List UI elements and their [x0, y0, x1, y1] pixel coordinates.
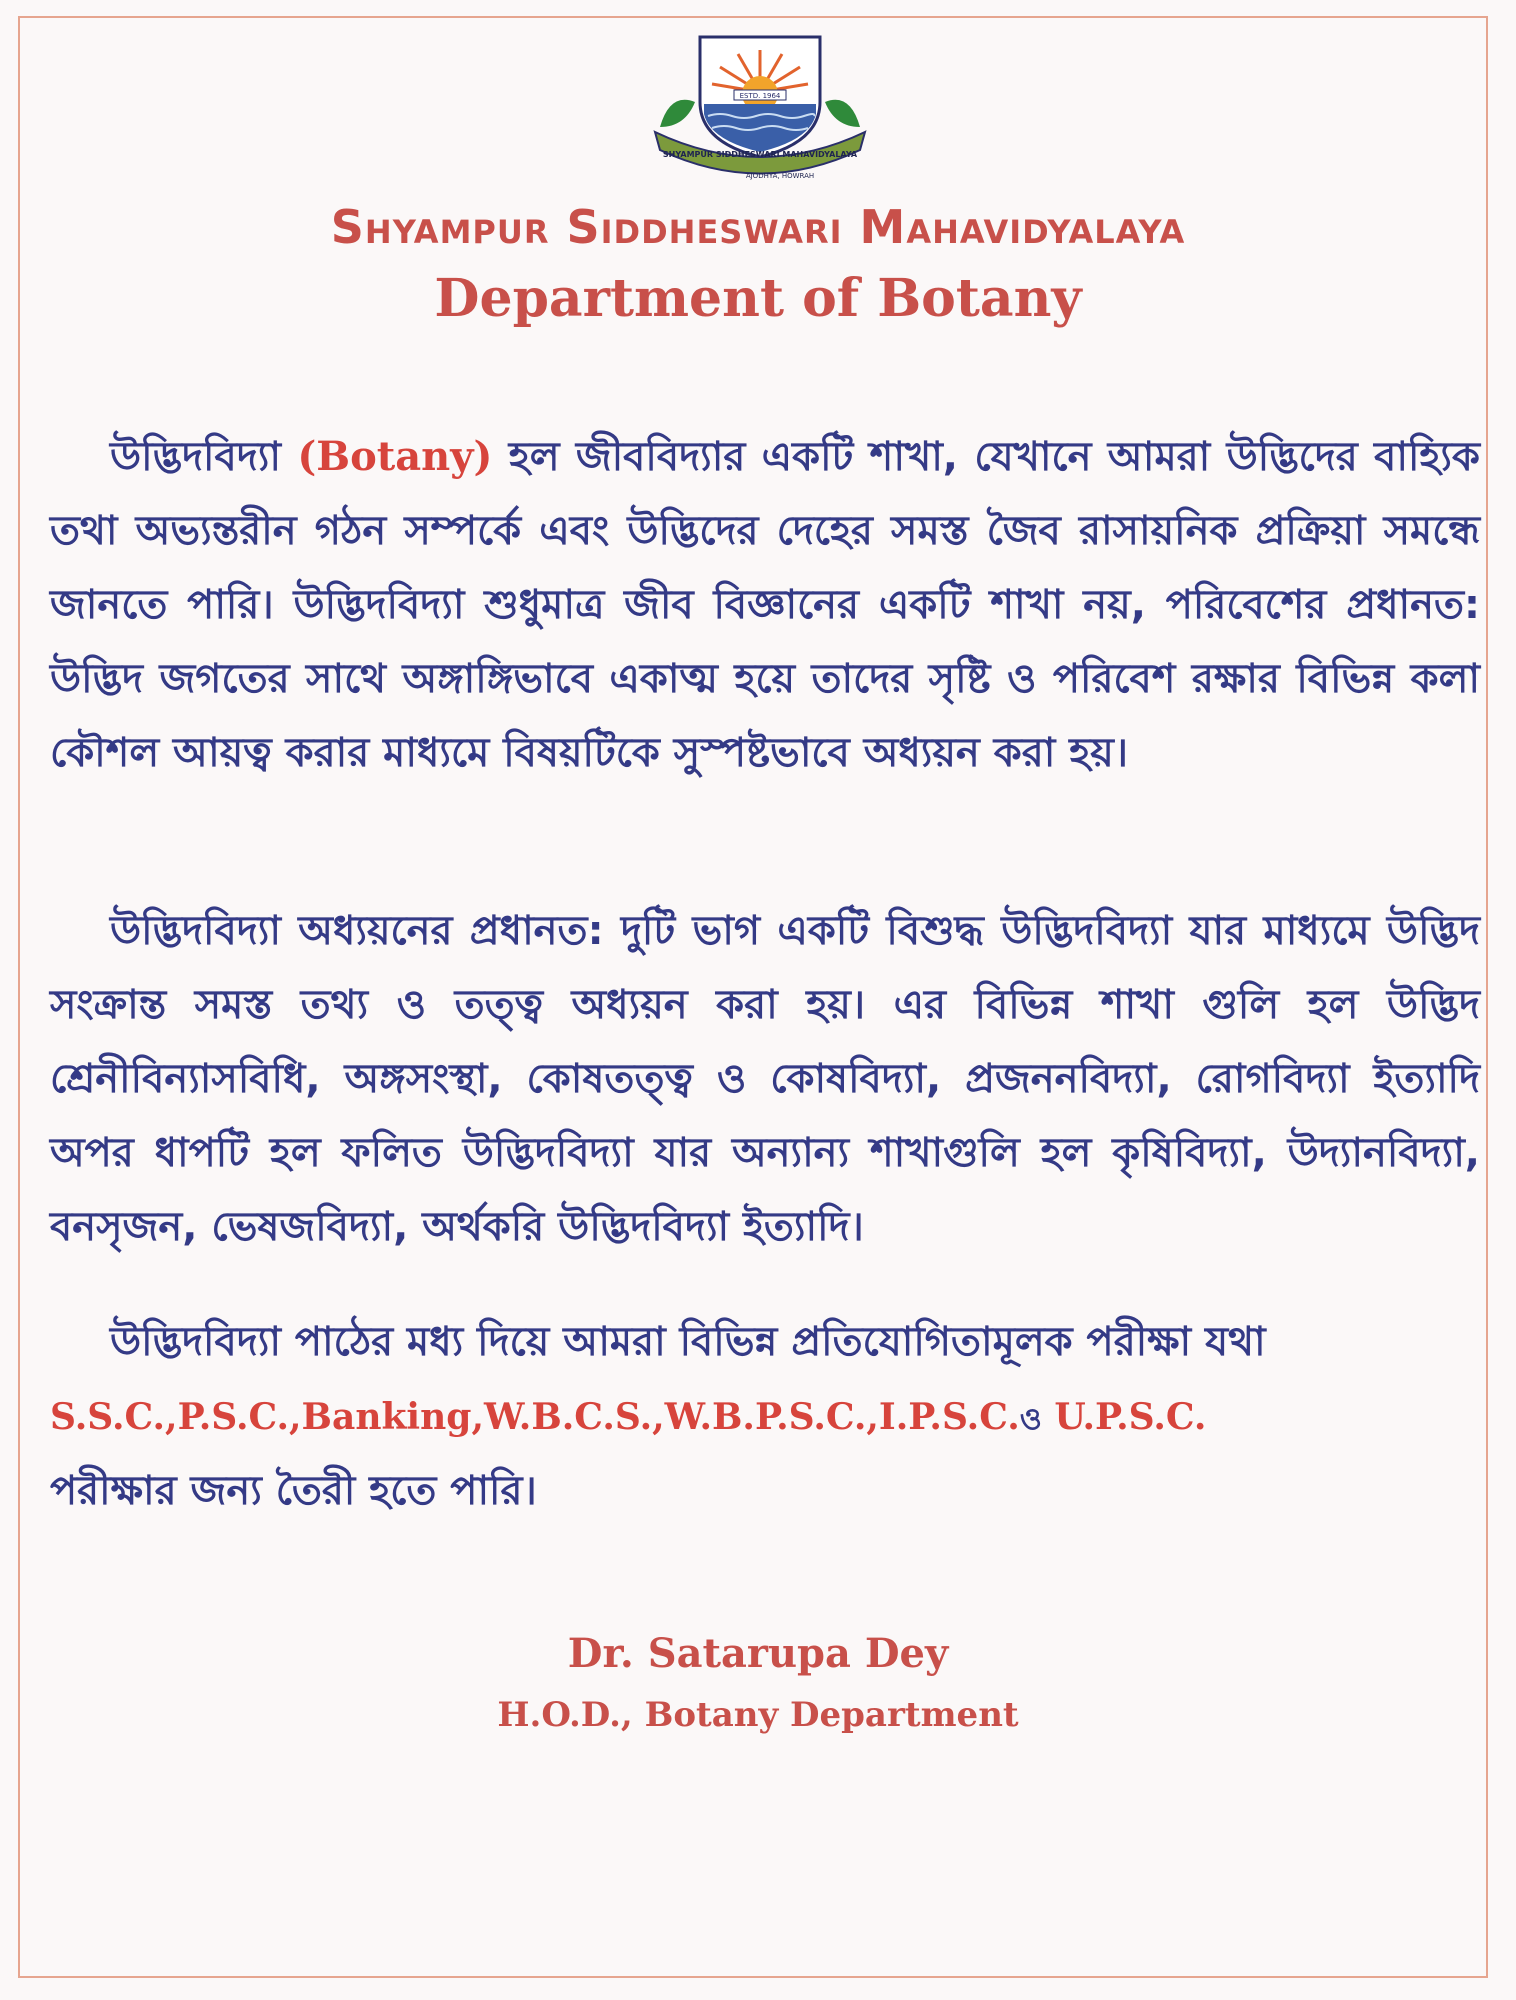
- exam-list-conjunction: ও: [1019, 1402, 1042, 1437]
- signature-title: H.O.D., Botany Department: [497, 1695, 1019, 1735]
- exam-list-last: U.P.S.C.: [1041, 1396, 1207, 1438]
- svg-text:ESTD. 1964: ESTD. 1964: [739, 92, 781, 100]
- svg-text:AJODHYA, HOWRAH: AJODHYA, HOWRAH: [745, 172, 815, 180]
- signature-name: Dr. Satarupa Dey: [567, 1630, 949, 1677]
- paragraph-exams-end: পরীক্ষার জন্য তৈরী হতে পারি।: [50, 1468, 537, 1514]
- svg-text:SHYAMPUR SIDDHESWARI MAHAVIDYA: SHYAMPUR SIDDHESWARI MAHAVIDYALAYA: [662, 150, 858, 159]
- botany-highlight: (Botany): [297, 433, 493, 480]
- paragraph-branches: উদ্ভিদবিদ্যা অধ্যয়নের প্রধানত: দুটি ভাগ একটি বিশুদ্ধ উদ্ভিদবিদ্যা যার মাধ্যমে উদ্ভিদ সংক্রান্ত সমস্ত তথ্য ও তত্ত্ব অধ্যয়ন করা হয়। এর বিভিন্ন শাখা গুলি হল উদ্ভিদ শ্রেনীবিন্যাসবিধি, অঙ্গসংস্থা, কোষতত্ত্ব ও কোষবিদ্যা, প্রজননবিদ্যা, রোগবিদ্যা ইত্যাদি অপর ধাপটি হল ফলিত উদ্ভিদবিদ্যা যার অন্যান্য শাখাগুলি হল কৃষিবিদ্যা, উদ্যানবিদ্যা, বনসৃজন, ভেষজবিদ্যা, অর্থকরি উদ্ভিদবিদ্যা ইত্যাদি।: [50, 908, 1480, 1250]
- department-title: Department of Botany: [434, 268, 1082, 329]
- paragraph-intro: [50, 420, 1480, 790]
- college-name: Shyampur Siddheswari Mahavidyalaya: [330, 200, 1186, 254]
- college-logo: [650, 32, 870, 187]
- exam-list: [50, 1380, 1480, 1457]
- para1-rest: হল জীববিদ্যার একটি শাখা, যেখানে আমরা উদ্ভিদের বাহ্যিক তথা অভ্যন্তরীন গঠন সম্পর্কে এবং উদ্ভিদের দেহের সমস্ত জৈব রাসায়নিক প্রক্রিয়া সমন্ধে জানতে পারি। উদ্ভিদবিদ্যা শুধুমাত্র জীব বিজ্ঞানের একটি শাখা নয়, পরিবেশের প্রধানত: উদ্ভিদ জগতের সাথে অঙ্গাঙ্গিভাবে একাত্ম হয়ে তাদের সৃষ্টি ও পরিবেশ রক্ষার বিভিন্ন কলা কৌশল আয়ত্ব করার মাধ্যমে বিষয়টিকে সুস্পষ্টভাবে অধ্যয়ন করা হয়।: [50, 434, 1480, 776]
- paragraph-exams-intro: উদ্ভিদবিদ্যা পাঠের মধ্য দিয়ে আমরা বিভিন্ন প্রতিযোগিতামূলক পরীক্ষা যথা: [110, 1319, 1266, 1365]
- para1-start: উদ্ভিদবিদ্যা: [110, 434, 298, 480]
- exam-list-main: S.S.C.,P.S.C.,Banking,W.B.C.S.,W.B.P.S.C.,I.P.S.C.: [50, 1396, 1020, 1438]
